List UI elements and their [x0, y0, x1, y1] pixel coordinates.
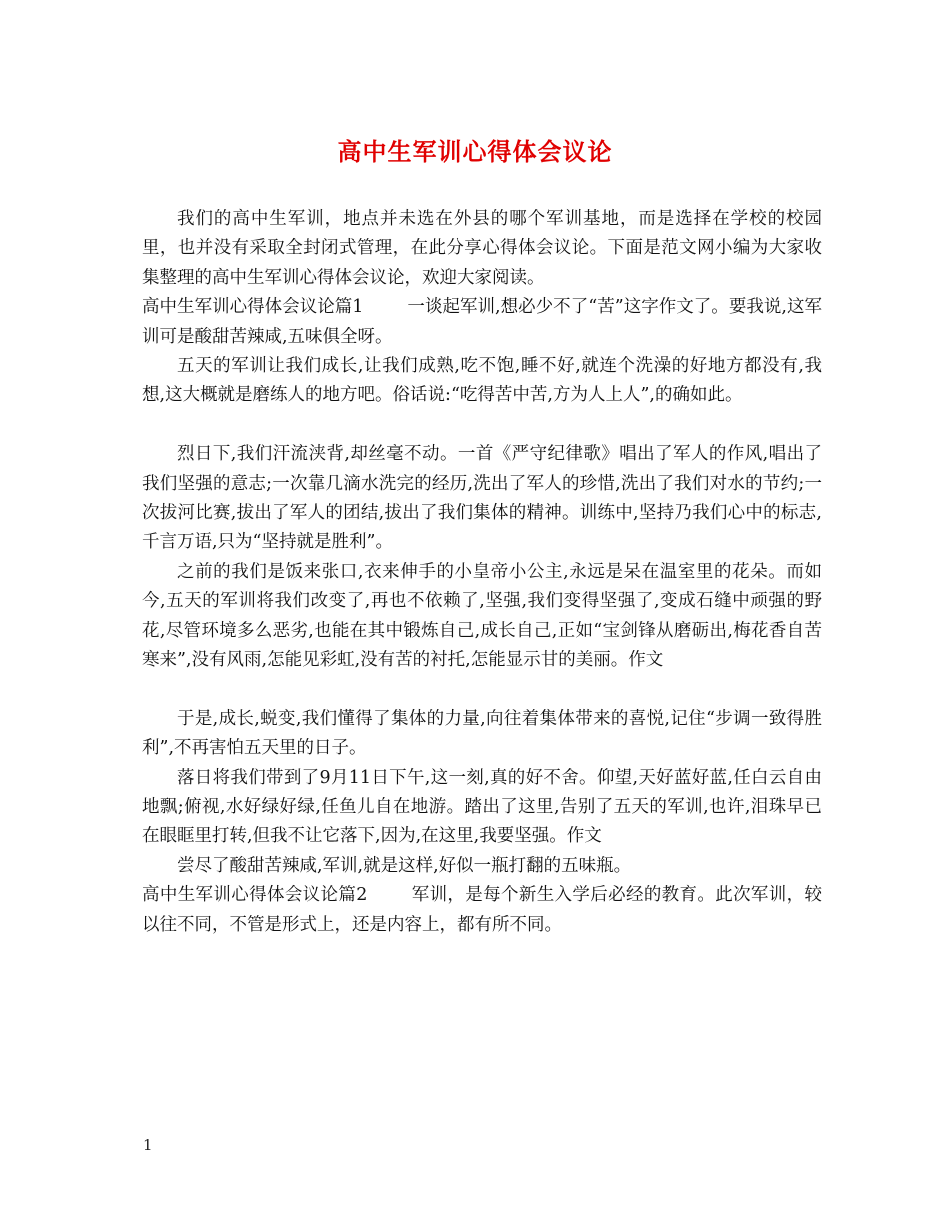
- paragraph-section-1-start: [142, 293, 822, 352]
- paragraph-change: 于是,成长,蜕变,我们懂得了集体的力量,向往着集体带来的喜悦,记住“步调一致得胜利”,不再害怕五天里的日子。: [142, 708, 822, 759]
- paragraph-sun: 烈日下,我们汗流浃背,却丝毫不动。一首《严守纪律歌》唱出了军人的作风,唱出了我们坚强的意志;一次靠几滴水洗完的经历,洗出了军人的珍惜,洗出了我们对水的节约;一次拔河比赛,拔出了军人的团结,拔出了我们集体的精神。训练中,坚持乃我们心中的标志,千言万语,只为“坚持就是胜利”。: [142, 444, 822, 553]
- document-body: [142, 205, 822, 940]
- paragraph-intro: 我们的高中生军训，地点并未选在外县的哪个军训基地，而是选择在学校的校园里，也并没有采取全封闭式管理，在此分享心得体会议论。下面是范文网小编为大家收集整理的高中生军训心得体会议论，欢迎大家阅读。: [142, 209, 822, 288]
- section-heading-1: 高中生军训心得体会议论篇1: [142, 297, 364, 318]
- section-2-first-text: 军训，是每个新生入学后必经的教育。此次军训，较以往不同，不管是形式上，还是内容上，都有所不同。: [142, 885, 822, 935]
- paragraph-taste: 尝尽了酸甜苦辣咸,军训,就是这样,好似一瓶打翻的五味瓶。: [177, 855, 632, 876]
- paragraph-section-2-start: [142, 881, 822, 940]
- paragraph-sunset: 落日将我们带到了9月11日下午,这一刻,真的好不舍。仰望,天好蓝好蓝,任白云自由地飘;俯视,水好绿好绿,任鱼儿自在地游。踏出了这里,告别了五天的军训,也许,泪珠早已在眼眶里打转,但我不让它落下,因为,在这里,我要坚强。作文: [142, 767, 822, 847]
- paragraph-before: 之前的我们是饭来张口,衣来伸手的小皇帝小公主,永远是呆在温室里的花朵。而如今,五天的军训将我们改变了,再也不依赖了,坚强,我们变得坚强了,变成石缝中顽强的野花,尽管环境多么恶劣,也能在其中锻炼自己,成长自己,正如“宝剑锋从磨砺出,梅花香自苦寒来”,没有风雨,怎能见彩虹,没有苦的衬托,怎能显示甘的美丽。作文: [142, 561, 822, 670]
- section-heading-2: 高中生军训心得体会议论篇2: [142, 885, 368, 906]
- section-1-first-text: 一谈起军训,想必少不了“苦”这字作文了。要我说,这军训可是酸甜苦辣咸,五味俱全呀。: [142, 297, 822, 347]
- paragraph-growth: 五天的军训让我们成长,让我们成熟,吃不饱,睡不好,就连个洗澡的好地方都没有,我想,这大概就是磨练人的地方吧。俗话说:“吃得苦中苦,方为人上人”,的确如此。: [142, 355, 822, 406]
- page-title: 高中生军训心得体会议论: [337, 137, 613, 166]
- page-number: 1: [143, 1136, 153, 1154]
